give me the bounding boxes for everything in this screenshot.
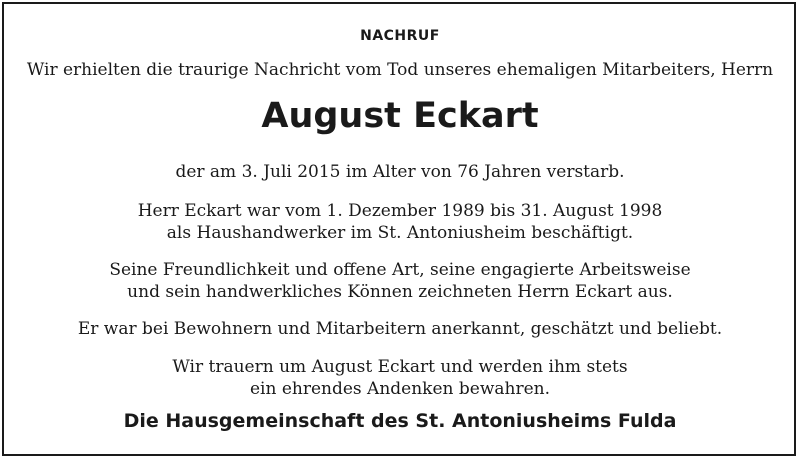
notice-heading: NACHRUF [360,28,440,44]
paragraph-line: und sein handwerkliches Können zeichneten Herrn Eckart aus. [127,282,673,302]
intro-text: Wir erhielten die traurige Nachricht vom Tod unseres ehemaligen Mitarbeiters, Herrn [26,60,774,80]
paragraph-recognition [0,318,800,340]
paragraph-mourning [0,356,800,400]
paragraph-character [0,259,800,303]
paragraph-line: Herr Eckart war vom 1. Dezember 1989 bis 31. August 1998 [137,201,663,221]
deceased-name: August Eckart [261,96,539,136]
paragraph-line: Er war bei Bewohnern und Mitarbeitern anerkannt, geschätzt und beliebt. [77,319,723,339]
paragraph-line: Seine Freundlichkeit und offene Art, seine engagierte Arbeitsweise [109,260,691,280]
paragraph-line: der am 3. Juli 2015 im Alter von 76 Jahren verstarb. [175,162,625,182]
paragraph-line: ein ehrendes Andenken bewahren. [249,379,550,399]
paragraph-line: Wir trauern um August Eckart und werden ihm stets [172,357,628,377]
paragraph-line: als Haushandwerker im St. Antoniusheim beschäftigt. [166,223,634,243]
paragraph-employment [0,200,800,244]
signature: Die Hausgemeinschaft des St. Antoniusheims Fulda [123,410,677,432]
paragraph-death-date [0,161,800,183]
